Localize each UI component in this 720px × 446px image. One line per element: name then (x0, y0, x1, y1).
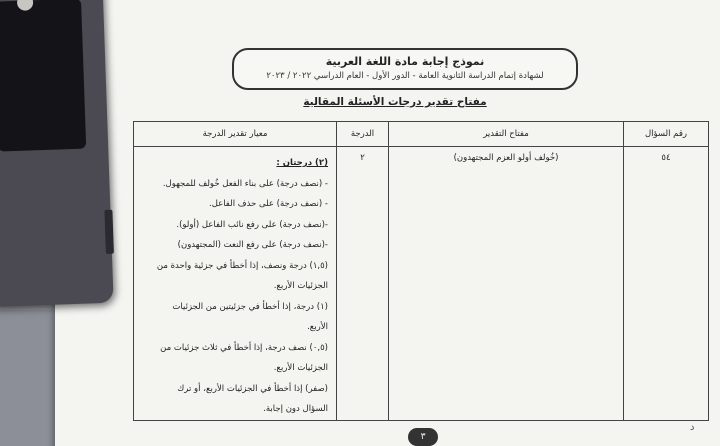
page-number: ٣ (408, 428, 438, 446)
table-header-row (134, 122, 709, 147)
criteria-line: (٠,٥) نصف درجة، إذا أخطأ في ثلاث جزئيات من (160, 342, 328, 353)
corner-mark: د (690, 422, 695, 433)
criteria-line: - (نصف درجة) على حذف الفاعل. (209, 199, 328, 209)
header-criteria: معيار تقدير الدرجة (134, 122, 337, 147)
header-grade: الدرجة (337, 122, 389, 147)
document-header (232, 48, 578, 90)
cell-grade: ٢ (337, 147, 389, 421)
cell-answer-key: (خُولف أولو العزم المجتهدون) (389, 147, 624, 421)
criteria-line: - (نصف درجة) على بناء الفعل خُولف للمجهول. (162, 178, 328, 189)
phone-screen (0, 0, 86, 152)
criteria-line: الجزئيات الأربع. (273, 281, 328, 291)
criteria-line: (١,٥) درجة ونصف، إذا أخطأ في جزئية واحدة من (156, 260, 328, 271)
phone (0, 0, 114, 307)
criteria-line: -(نصف درجة) على رفع نائب الفاعل (أولو). (176, 219, 328, 230)
grading-table (133, 121, 709, 421)
section-title: مفتاح تقدير درجات الأسئلة المقالية (303, 96, 487, 108)
table-row (134, 147, 709, 421)
cell-criteria (134, 147, 337, 421)
phone-side-button (104, 210, 114, 254)
document-subtitle: لشهادة إتمام الدراسة الثانوية العامة - الدور الأول - العام الدراسي ٢٠٢٢ / ٢٠٢٣ (266, 71, 544, 81)
criteria-line: -(نصف درجة) على رفع النعت (المجتهدون) (177, 240, 328, 250)
criteria-line: (١) درجة، إذا أخطأ في جزئيتين من الجزئيات (172, 301, 328, 312)
criteria-line: الجزئيات الأربع. (273, 363, 328, 373)
cell-question-number: ٥٤ (624, 147, 709, 421)
document-title: نموذج إجابة مادة اللغة العربية (325, 55, 485, 68)
criteria-line: السؤال دون إجابة. (263, 404, 328, 414)
criteria-line: (٢) درجتان : (276, 158, 328, 168)
header-question-number: رقم السؤال (624, 122, 709, 147)
header-answer-key: مفتاح التقدير (389, 122, 624, 147)
criteria-line: (صفر) إذا أخطأ في الجزئيات الأربع، أو ترك (177, 383, 328, 394)
criteria-line: الأربع. (307, 322, 328, 332)
